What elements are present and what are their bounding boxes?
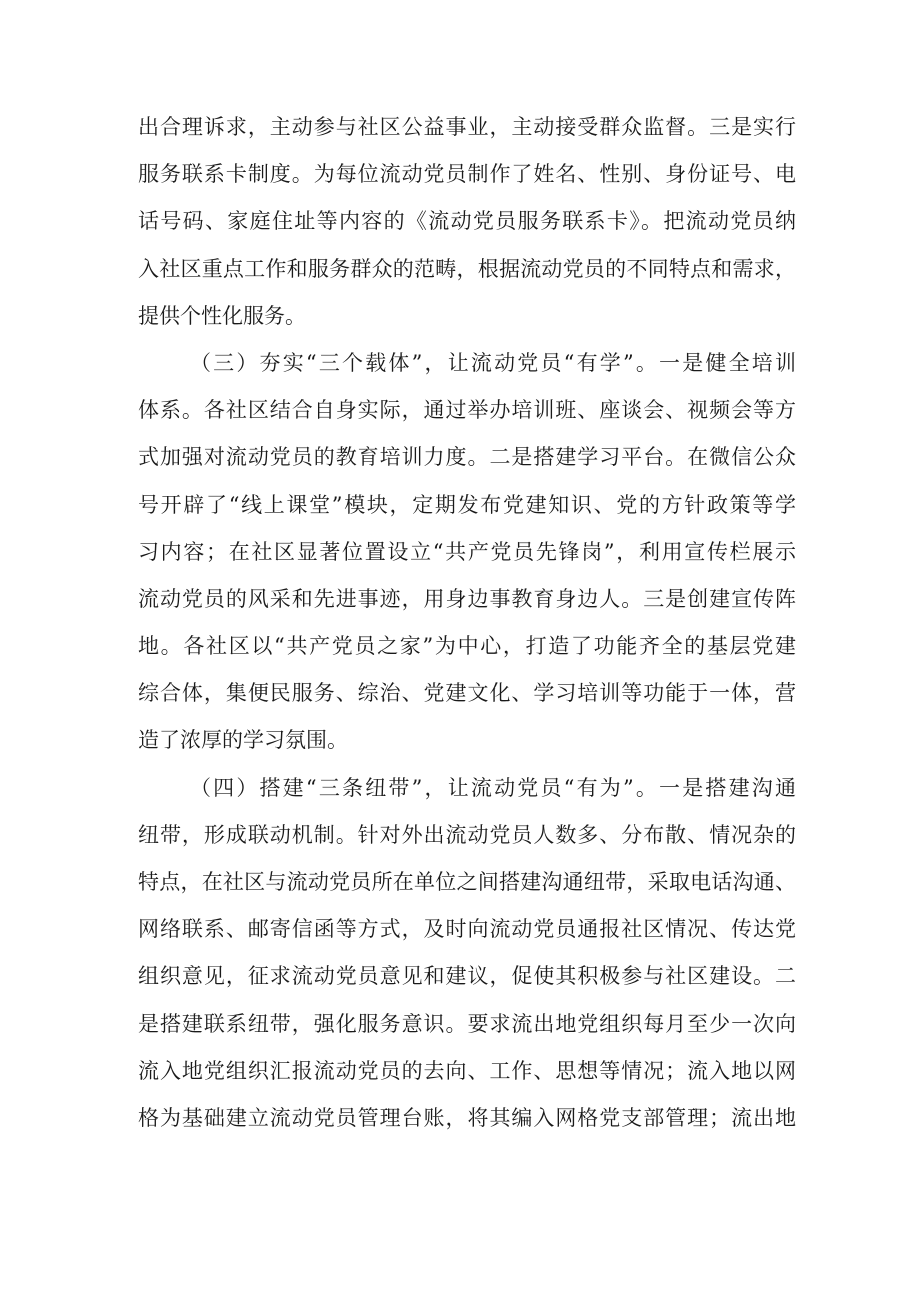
text-line: 纽带，形成联动机制。针对外出流动党员人数多、分布散、情况杂的: [138, 822, 796, 847]
text-line: （三）夯实“三个载体”，让流动党员“有学”。一是健全培训: [190, 350, 796, 375]
body-text: [138, 104, 796, 1142]
text-line: 服务联系卡制度。为每位流动党员制作了姓名、性别、身份证号、电: [138, 162, 796, 187]
text-line: 地。各社区以“共产党员之家”为中心，打造了功能齐全的基层党建: [138, 634, 796, 659]
text-line: 流动党员的风采和先进事迹，用身边事教育身边人。三是创建宣传阵: [138, 586, 796, 611]
paragraph: [138, 765, 796, 1143]
text-line: 体系。各社区结合自身实际，通过举办培训班、座谈会、视频会等方: [138, 398, 796, 423]
text-line: 格为基础建立流动党员管理台账，将其编入网格党支部管理；流出地: [138, 1105, 796, 1130]
text-line: 造了浓厚的学习氛围。: [138, 728, 348, 753]
text-line: 综合体，集便民服务、综治、党建文化、学习培训等功能于一体，营: [138, 681, 796, 706]
paragraph: [138, 104, 796, 340]
text-line: 话号码、家庭住址等内容的《流动党员服务联系卡》。把流动党员纳: [138, 209, 796, 234]
text-line: （四）搭建“三条纽带”，让流动党员“有为”。一是搭建沟通: [190, 775, 796, 800]
text-line: 提供个性化服务。: [138, 303, 306, 328]
text-line: 流入地党组织汇报流动党员的去向、工作、思想等情况；流入地以网: [138, 1058, 796, 1083]
text-line: 入社区重点工作和服务群众的范畴，根据流动党员的不同特点和需求，: [138, 256, 796, 281]
text-line: 习内容；在社区显著位置设立“共产党员先锋岗”，利用宣传栏展示: [138, 539, 796, 564]
text-line: 号开辟了“线上课堂”模块，定期发布党建知识、党的方针政策等学: [138, 492, 796, 517]
text-line: 出合理诉求，主动参与社区公益事业，主动接受群众监督。三是实行: [138, 115, 796, 139]
text-line: 是搭建联系纽带，强化服务意识。要求流出地党组织每月至少一次向: [138, 1011, 796, 1036]
text-line: 组织意见，征求流动党员意见和建议，促使其积极参与社区建设。二: [138, 964, 796, 989]
text-line: 特点，在社区与流动党员所在单位之间搭建沟通纽带，采取电话沟通、: [138, 870, 796, 894]
text-line: 式加强对流动党员的教育培训力度。二是搭建学习平台。在微信公众: [138, 445, 796, 470]
text-line: 网络联系、邮寄信函等方式，及时向流动党员通报社区情况、传达党: [138, 917, 796, 942]
paragraph: [138, 340, 796, 765]
